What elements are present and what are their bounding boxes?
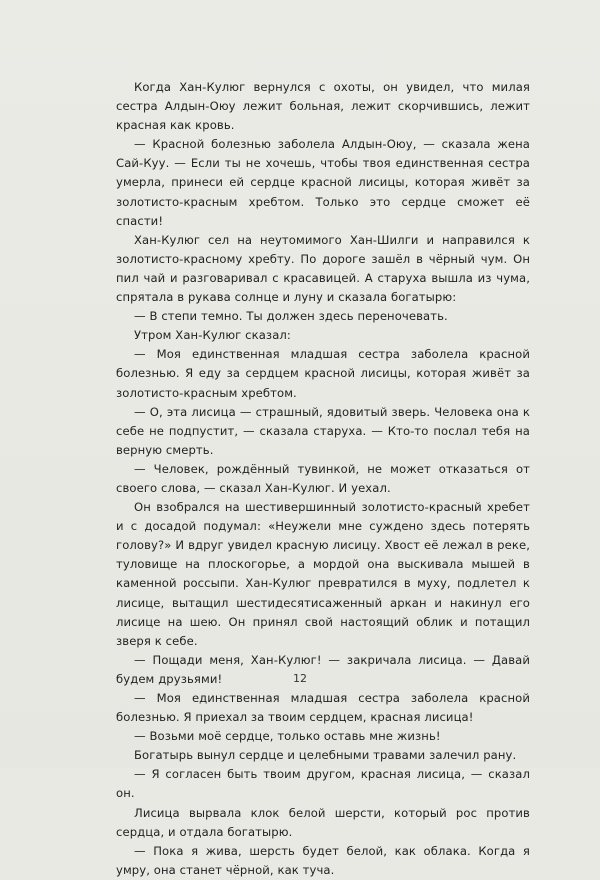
paragraph: Он взобрался на шестивершинный золотисто-красный хребет и с досадой подумал: «Неужели мне суждено здесь потерять голову?» И вдруг увидел красную лисицу. Хвост её лежал в реке, туловище на плоскогорье, а мордой она выскивала мышей в каменной россыпи. Хан-Кулюг превратился в муху, подлетел к лисице, вытащил шестидесятисаженный аркан и накинул его лисице на шею. Он принял свой настоящий облик и потащил зверя к себе.: [116, 500, 530, 648]
paragraph: Когда Хан-Кулюг вернулся с охоты, он увидел, что милая сестра Алдын-Оюу лежит больная, лежит скорчившись, лежит красная как кровь.: [116, 80, 530, 133]
paragraph: — Возьми моё сердце, только оставь мне жизнь!: [134, 729, 441, 744]
paragraph: — Моя единственная младшая сестра заболела красной болезнью. Я еду за сердцем красной лисицы, которая живёт за золотисто-красным хребтом.: [116, 347, 530, 400]
paragraph: Лисица вырвала клок белой шерсти, который рос против сердца, и отдала богатырю.: [116, 805, 530, 839]
paragraph: — Пока я жива, шерсть будет белой, как облака. Когда я умру, она станет чёрной, как туча.: [116, 843, 530, 877]
paragraph: Хан-Кулюг сел на неутомимого Хан-Шилги и направился к золотисто-красному хребту. По дороге зашёл в чёрный чум. Он пил чай и разговаривал с красавицей. А старуха вышла из чума, спрятала в рукава солнце и луну и сказала богатырю:: [116, 232, 530, 305]
paragraph: — Пощади меня, Хан-Кулюг! — закричала лисица. — Давай будем друзьями!: [116, 652, 530, 686]
page-number: 12: [293, 672, 307, 685]
paragraph: Богатырь вынул сердце и целебными травами залечил рану.: [134, 748, 517, 763]
paragraph: — Я согласен быть твоим другом, красная лисица, — сказал он.: [116, 767, 530, 801]
paragraph: — Человек, рождённый тувинкой, не может отказаться от своего слова, — сказал Хан-Кулюг. И уехал.: [116, 461, 530, 495]
paragraph: Утром Хан-Кулюг сказал:: [134, 328, 291, 343]
paragraph: — Моя единственная младшая сестра заболела красной болезнью. Я приехал за твоим сердцем, красная лисица!: [116, 691, 530, 725]
paragraph: — Красной болезнью заболела Алдын-Оюу, — сказала жена Сай-Куу. — Если ты не хочешь, чтобы твоя единственная сестра умерла, принеси ей сердце красной лисицы, которая живёт за золотисто-красным хребтом. Только это сердце сможет её спасти!: [116, 137, 530, 228]
paragraph: — В степи темно. Ты должен здесь переночевать.: [134, 309, 448, 324]
story-text: [116, 78, 530, 880]
paragraph: — О, эта лисица — страшный, ядовитый зверь. Человека она к себе не подпустит, — сказала старуха. — Кто-то послал тебя на верную смерть.: [116, 404, 530, 457]
